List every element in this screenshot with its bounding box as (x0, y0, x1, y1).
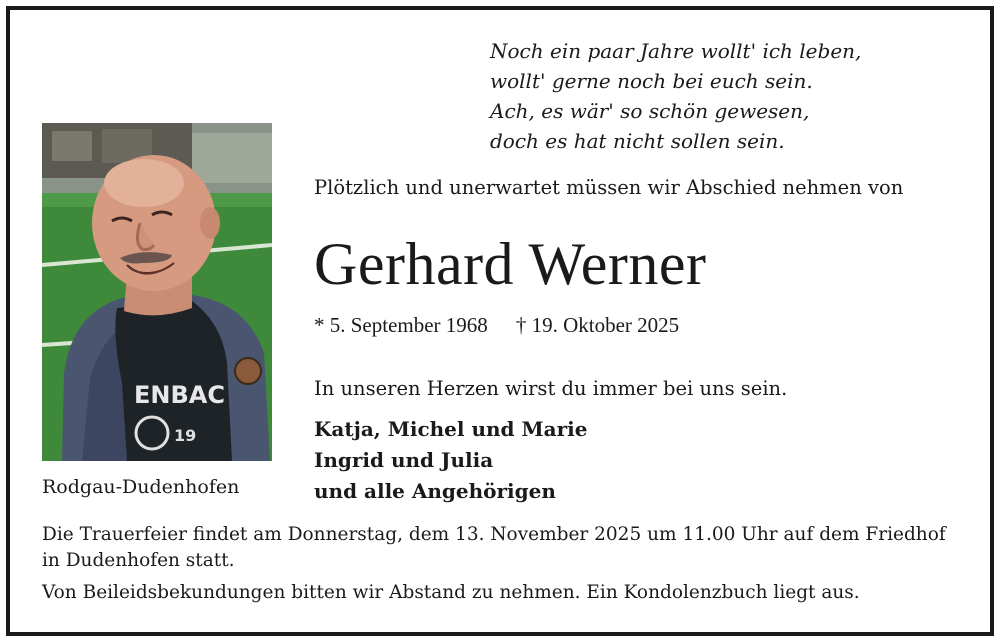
birth-date: * 5. September 1968 (314, 313, 488, 337)
deceased-name: Gerhard Werner (314, 231, 707, 297)
poem-line: Ach, es wär' so schön gewesen, (490, 99, 810, 123)
shirt-badge-number: 19 (174, 426, 197, 445)
mourner-line: und alle Angehörigen (314, 479, 556, 503)
shirt-print: ENBAC (134, 381, 225, 409)
poem-line: doch es hat nicht sollen sein. (490, 129, 785, 153)
mourner-line: Ingrid und Julia (314, 448, 494, 472)
poem (490, 36, 861, 156)
mourner-line: Katja, Michel und Marie (314, 417, 588, 441)
portrait-photo (42, 123, 272, 461)
ceremony-info: Die Trauerfeier findet am Donnerstag, dem 13. November 2025 um 11.00 Uhr auf dem Friedhof in Dudenhofen statt. (42, 524, 946, 571)
motto: In unseren Herzen wirst du immer bei uns sein. (314, 377, 788, 400)
death-date: † 19. Oktober 2025 (515, 313, 680, 337)
life-dates (314, 313, 679, 338)
poem-line: wollt' gerne noch bei euch sein. (490, 69, 813, 93)
condolence-info: Von Beileidsbekundungen bitten wir Abstand zu nehmen. Ein Kondolenzbuch liegt aus. (42, 582, 860, 603)
poem-line: Noch ein paar Jahre wollt' ich leben, (490, 39, 862, 63)
funeral-details (42, 522, 962, 612)
mourners-list (314, 414, 587, 507)
location: Rodgau-Dudenhofen (42, 476, 240, 498)
intro-text: Plötzlich und unerwartet müssen wir Abschied nehmen von (314, 176, 904, 199)
